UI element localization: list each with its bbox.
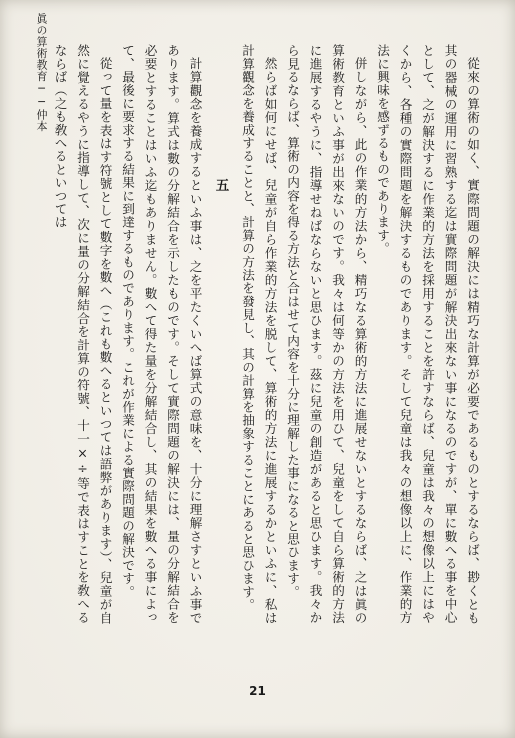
running-head: 眞の算術教育──仲本 bbox=[35, 13, 48, 132]
paragraph: 從って量を表はす符號として數字を數へ（これも數へるといつては語弊があります）、兒童が自然に覺えるやうに指導して、次に量の分解結合を計算の符號、十一×÷等で表はすことを敎へるならば（之も敎へるといつては bbox=[52, 44, 113, 624]
body-text bbox=[28, 44, 483, 624]
page-number: 21 bbox=[249, 684, 266, 698]
paragraph: 併しながら、此の作業的方法から、精巧なる算術的方法に進展せないとするならば、之は眞の算術教育といふ事が出來ないのです。我々は何等かの方法を用ひて、兒童をして自ら算術的方法に進展するやうに、指導せねばならないと思ひます。茲に兒童の創造があると思ひます。我々から見るならば、算術の内容を得る方法と合はせて内容を十分に理解した事になると思ひます。 bbox=[285, 44, 368, 624]
paragraph: 從來の算術の如く、實際問題の解決には精巧な計算が必要であるものとするならば、尠くとも其の器械の運用に習熟する迄は實際問題が解決出來ない事になるのですが、單に數へる事を中心として、之が解決するに作業的方法を採用することを許すならば、兒童は我々の想像以上にはやくから、各種の實際問題を解決するものであります。そして兒童は我々の想像以上に、作業的方法に興味を感ずるものであります。 bbox=[375, 44, 480, 624]
section-heading: 五 bbox=[212, 177, 229, 192]
paragraph: 計算觀念を養成するといふ事は、之を平たくいへば算式の意味を、十分に理解さすといふ事であります。算式は數の分解結合を示したものです。そして實際問題の解決には、量の分解結合を必要とすることはいふ迄もありません。數へて得た量を分解結合し、其の結果を數へる事によって、最後に要求する結果に到達するものであります。これが作業による實際問題の解決です。 bbox=[120, 44, 203, 624]
paragraph: 然らば如何にせば、兒童が自ら作業的方法を脱して、算術的方法に進展するかといふに、私は計算觀念を養成することと、計算の方法を發見し、其の計算を抽象することにあると思ひます。 bbox=[240, 44, 278, 624]
